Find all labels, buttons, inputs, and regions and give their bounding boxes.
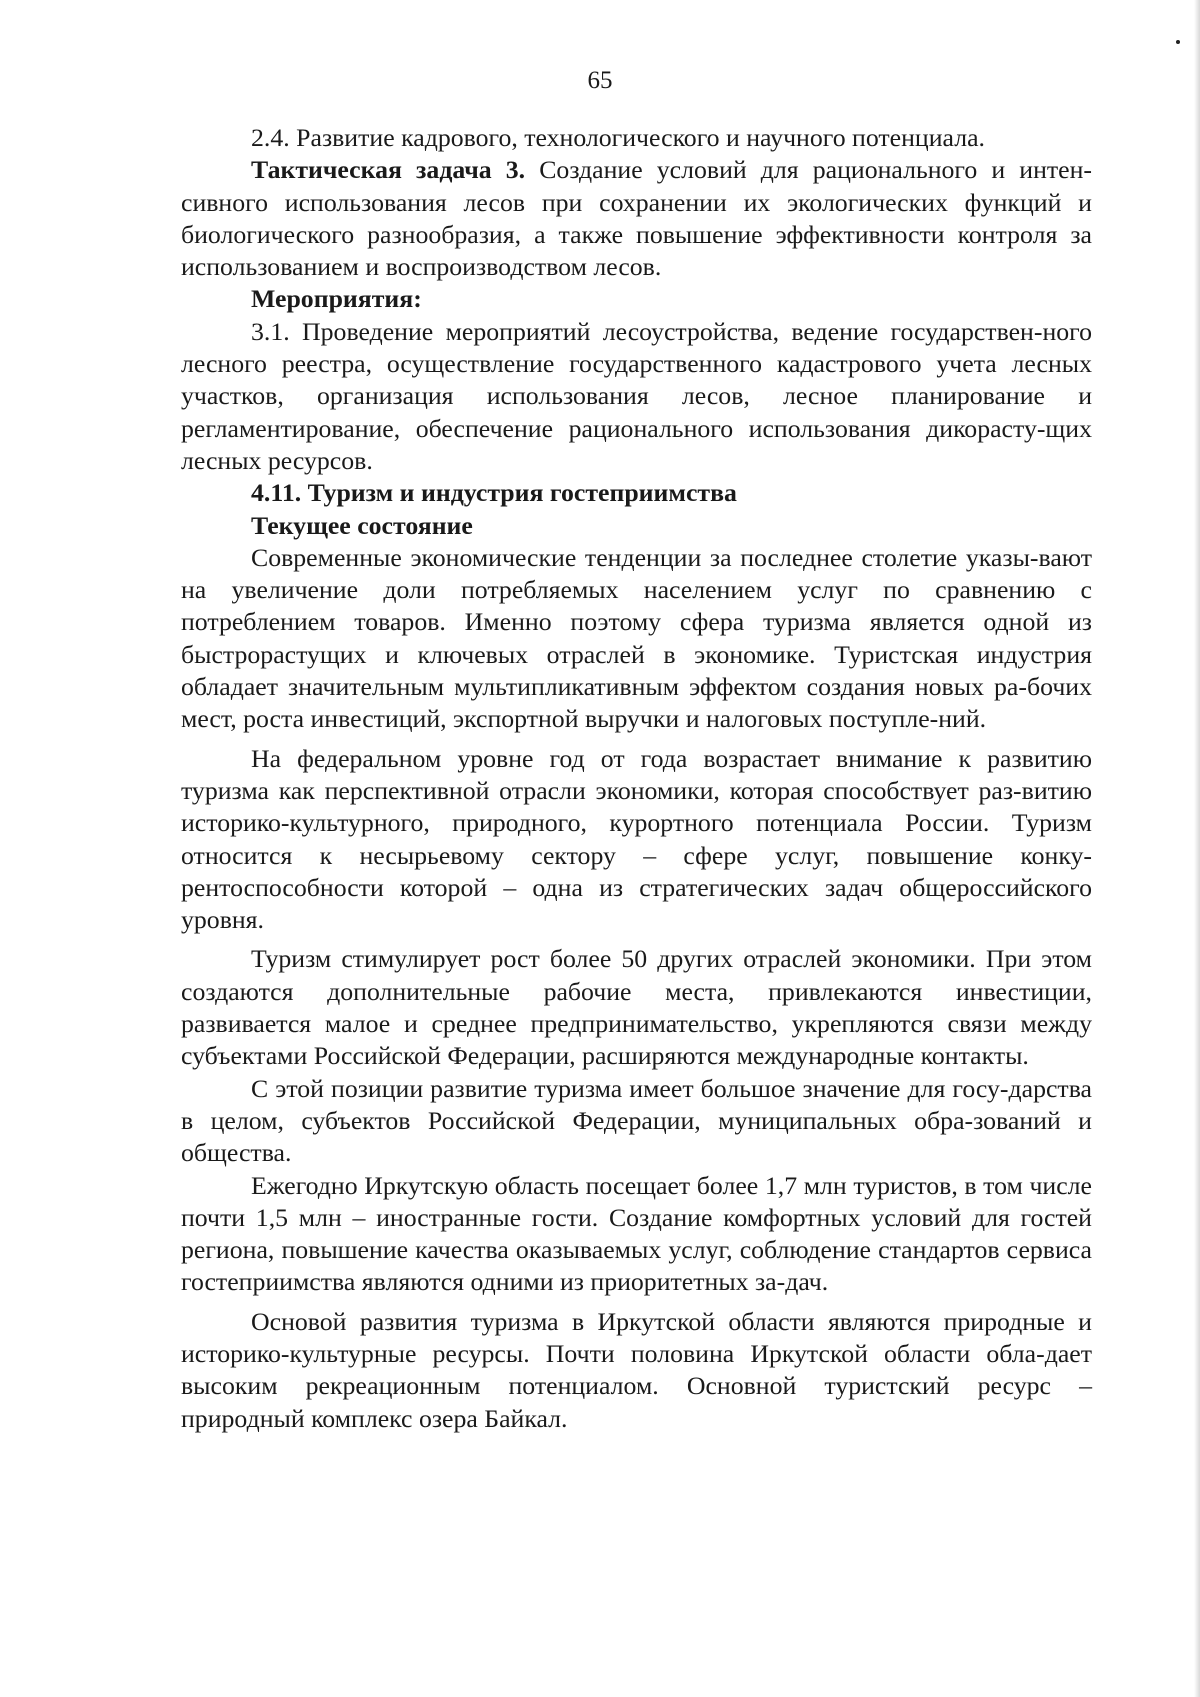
- paragraph-irkutsk-visitors: Ежегодно Иркутскую область посещает более 1,7 млн туристов, в том числе почти 1,5 млн – иностранные гости. Создание комфортных условий для гостей региона, повышение качества оказываемых услуг, соблюдение стандартов сервиса гостеприимства являются одними из приоритетных за-дач.: [181, 1170, 1092, 1297]
- subsection-title-current-state: Текущее состояние: [251, 510, 473, 540]
- paragraph-tourism-stimulates: Туризм стимулирует рост более 50 других отраслей экономики. При этом создаются дополнительные рабочие места, привлекаются инвестиции, развивается малое и среднее предпринимательство, укрепляются связи между субъектами Российской Федерации, расширяются международные контакты.: [181, 944, 1092, 1071]
- heading-events: Мероприятия:: [251, 284, 422, 314]
- paragraph-tactical-task-3: [181, 154, 1092, 283]
- paragraph-tourism-importance: С этой позиции развитие туризма имеет большое значение для госу-дарства в целом, субъектов Российской Федерации, муниципальных обра-зований и общества.: [181, 1073, 1092, 1168]
- paragraph-natural-resources: Основой развития туризма в Иркутской области являются природные и историко-культурные ресурсы. Почти половина Иркутской области обла-дает высоким рекреационным потенциалом. Основной туристский ресурс – природный комплекс озера Байкал.: [181, 1306, 1092, 1433]
- page-number: 65: [587, 67, 613, 94]
- scan-speck: [1176, 40, 1180, 44]
- tactical-task-label: Тактическая задача 3.: [251, 155, 526, 185]
- paragraph-forest-management: 3.1. Проведение мероприятий лесоустройства, ведение государствен-ного лесного реестра, осуществление государственного кадастрового учета лесных участков, организация использования лесов, лесное планирование и регламентирование, обеспечение рационального использования дикорасту-щих лесных ресурсов.: [181, 316, 1092, 475]
- paragraph-development-potential: 2.4. Развитие кадрового, технологического и научного потенциала.: [251, 123, 985, 152]
- scan-edge-shadow: [1194, 0, 1200, 1697]
- tactical-task-text: Создание условий для рационального и интен-сивного использования лесов при сохранении их экологических функций и биологического разнообразия, а также повышение эффективности контроля за использованием и воспроизводством лесов.: [181, 155, 1092, 282]
- document-body: [181, 122, 1092, 1435]
- paragraph-economic-trends: Современные экономические тенденции за последнее столетие указы-вают на увеличение доли потребляемых населением услуг по сравнению с потреблением товаров. Именно поэтому сфера туризма является одной из быстрорастущих и ключевых отраслей в экономике. Туристская индустрия обладает значительным мультипликативным эффектом создания новых ра-бочих мест, роста инвестиций, экспортной выручки и налоговых поступле-ний.: [181, 542, 1092, 734]
- section-title-tourism: 4.11. Туризм и индустрия гостеприимства: [251, 478, 737, 508]
- paragraph-federal-level: На федеральном уровне год от года возрастает внимание к развитию туризма как перспективной отрасли экономики, которая способствует раз-витию историко-культурного, природного, курортного потенциала России. Туризм относится к несырьевому сектору – сфере услуг, повышение конку-рентоспособности которой – одна из стратегических задач общероссийского уровня.: [181, 743, 1092, 935]
